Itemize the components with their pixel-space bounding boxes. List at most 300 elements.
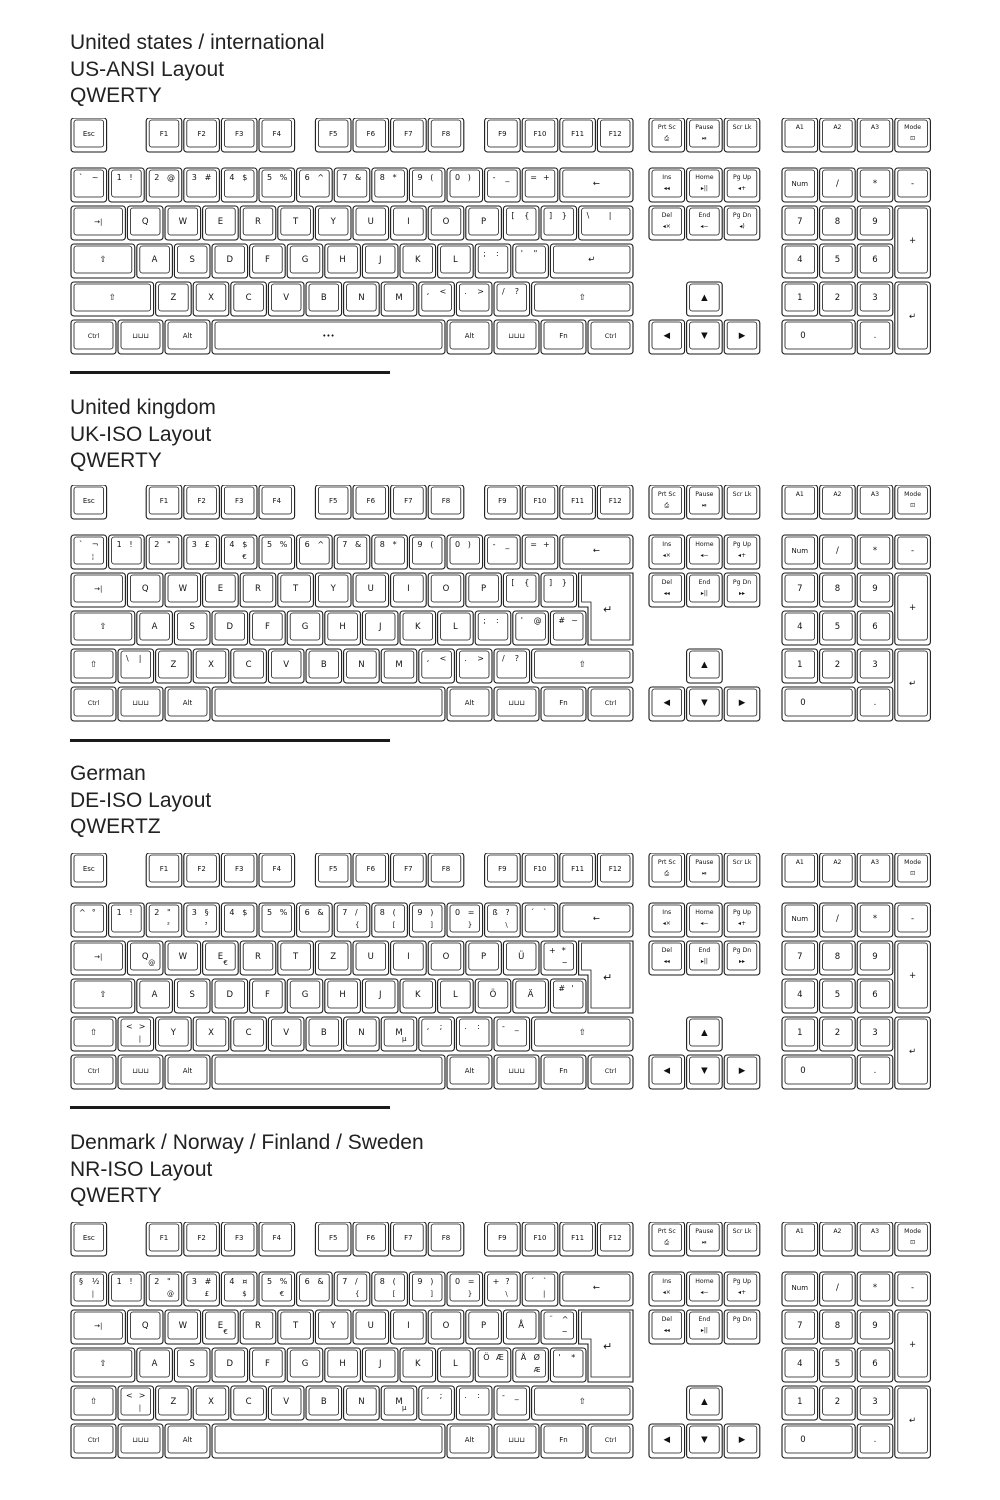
key-0[interactable] xyxy=(447,168,483,202)
arrow-right-key[interactable] xyxy=(724,1424,760,1458)
key-9[interactable] xyxy=(409,168,445,202)
key-v[interactable] xyxy=(268,649,304,683)
numpad-key-6[interactable] xyxy=(857,244,893,278)
key-pg-dn[interactable] xyxy=(724,573,760,607)
key-f8[interactable] xyxy=(428,485,464,519)
key-f2[interactable] xyxy=(184,485,220,519)
key-f12[interactable] xyxy=(597,485,633,519)
numpad-key-9[interactable] xyxy=(857,941,893,975)
key-esc[interactable] xyxy=(71,1222,107,1256)
key-u[interactable] xyxy=(353,206,389,240)
key-b[interactable] xyxy=(306,1017,342,1051)
key-f6[interactable] xyxy=(353,1222,389,1256)
key-symbol[interactable] xyxy=(494,1386,530,1420)
key-v[interactable] xyxy=(268,1386,304,1420)
key-u[interactable] xyxy=(353,1310,389,1344)
key-a2[interactable] xyxy=(820,485,856,519)
key-symbol[interactable] xyxy=(494,649,530,683)
key-p[interactable] xyxy=(466,573,502,607)
key-4[interactable] xyxy=(221,1272,257,1306)
key-b[interactable] xyxy=(306,282,342,316)
key-end[interactable] xyxy=(687,1310,723,1344)
arrow-up-key[interactable] xyxy=(687,282,723,316)
numpad-key-symbol[interactable] xyxy=(895,1310,931,1382)
key-3[interactable] xyxy=(184,903,220,937)
key-d[interactable] xyxy=(212,244,248,278)
key-mode[interactable] xyxy=(895,1222,931,1256)
key-end[interactable] xyxy=(687,573,723,607)
key-8[interactable] xyxy=(372,535,408,569)
key-o[interactable] xyxy=(428,941,464,975)
key-a[interactable] xyxy=(137,979,173,1013)
arrow-down-key[interactable] xyxy=(687,320,723,354)
numpad-key-5[interactable] xyxy=(820,1348,856,1382)
numpad-key-symbol[interactable] xyxy=(857,903,893,937)
key-symbol[interactable] xyxy=(541,1310,577,1344)
numpad-key-symbol[interactable] xyxy=(820,1272,856,1306)
numpad-key-num[interactable] xyxy=(782,1272,818,1306)
key-symbol[interactable] xyxy=(560,168,633,202)
key-alt[interactable] xyxy=(165,320,210,354)
key-9[interactable] xyxy=(409,535,445,569)
key-2[interactable] xyxy=(146,535,182,569)
key-i[interactable] xyxy=(391,941,427,975)
numpad-key-1[interactable] xyxy=(782,282,818,316)
key-a3[interactable] xyxy=(857,1222,893,1256)
key-6[interactable] xyxy=(297,903,333,937)
key-symbol[interactable] xyxy=(560,903,633,937)
key-symbol[interactable] xyxy=(503,206,539,240)
key-ctrl[interactable] xyxy=(588,320,633,354)
key-a1[interactable] xyxy=(782,853,818,887)
key-mode[interactable] xyxy=(895,853,931,887)
key-f6[interactable] xyxy=(353,485,389,519)
key-pause[interactable] xyxy=(687,485,723,519)
key-symbol[interactable] xyxy=(503,1310,539,1344)
numpad-key-symbol[interactable] xyxy=(895,649,931,721)
numpad-key-2[interactable] xyxy=(820,649,856,683)
key-f11[interactable] xyxy=(560,118,596,152)
key-symbol[interactable] xyxy=(419,1017,455,1051)
key-g[interactable] xyxy=(287,611,323,645)
key-h[interactable] xyxy=(325,1348,361,1382)
key-n[interactable] xyxy=(344,282,380,316)
key-symbol[interactable] xyxy=(71,573,125,607)
key-symbol[interactable] xyxy=(532,282,633,316)
enter-key[interactable] xyxy=(579,573,633,645)
key-b[interactable] xyxy=(306,1386,342,1420)
key-symbol[interactable] xyxy=(532,1386,633,1420)
key-f5[interactable] xyxy=(315,485,351,519)
key-f11[interactable] xyxy=(560,485,596,519)
key-s[interactable] xyxy=(174,1348,210,1382)
enter-key[interactable] xyxy=(579,941,633,1013)
key-f5[interactable] xyxy=(315,853,351,887)
key-f8[interactable] xyxy=(428,853,464,887)
key-symbol[interactable] xyxy=(118,1386,154,1420)
key-p[interactable] xyxy=(466,941,502,975)
key-1[interactable] xyxy=(109,1272,145,1306)
key-symbol[interactable] xyxy=(579,206,633,240)
numpad-key-8[interactable] xyxy=(820,573,856,607)
key-f9[interactable] xyxy=(485,1222,521,1256)
key-pg-dn[interactable] xyxy=(724,941,760,975)
key-symbol[interactable] xyxy=(494,687,539,721)
numpad-key-symbol[interactable] xyxy=(857,1055,893,1089)
key-t[interactable] xyxy=(278,206,314,240)
key-g[interactable] xyxy=(287,1348,323,1382)
numpad-key-2[interactable] xyxy=(820,1017,856,1051)
key-q[interactable] xyxy=(127,573,163,607)
key-symbol[interactable] xyxy=(541,573,577,607)
key-q[interactable] xyxy=(127,206,163,240)
numpad-key-3[interactable] xyxy=(857,649,893,683)
key-symbol[interactable] xyxy=(503,941,539,975)
key-2[interactable] xyxy=(146,1272,182,1306)
key-w[interactable] xyxy=(165,573,201,607)
key-r[interactable] xyxy=(240,206,276,240)
key-symbol[interactable] xyxy=(419,282,455,316)
key-n[interactable] xyxy=(344,1017,380,1051)
key-c[interactable] xyxy=(231,1017,267,1051)
arrow-right-key[interactable] xyxy=(724,1055,760,1089)
key-h[interactable] xyxy=(325,244,361,278)
numpad-key-symbol[interactable] xyxy=(857,320,893,354)
numpad-key-symbol[interactable] xyxy=(895,1386,931,1458)
key-f11[interactable] xyxy=(560,1222,596,1256)
key-symbol[interactable] xyxy=(503,573,539,607)
arrow-left-key[interactable] xyxy=(649,1424,685,1458)
key-symbol[interactable] xyxy=(71,282,154,316)
key-symbol[interactable] xyxy=(522,535,558,569)
key-symbol[interactable] xyxy=(71,1386,116,1420)
key-f3[interactable] xyxy=(221,853,257,887)
key-symbol[interactable] xyxy=(494,1055,539,1089)
numpad-key-5[interactable] xyxy=(820,979,856,1013)
key-pg-up[interactable] xyxy=(724,903,760,937)
key-j[interactable] xyxy=(362,244,398,278)
key-y[interactable] xyxy=(315,1310,351,1344)
key-f12[interactable] xyxy=(597,853,633,887)
key-d[interactable] xyxy=(212,611,248,645)
numpad-key-symbol[interactable] xyxy=(820,903,856,937)
arrow-left-key[interactable] xyxy=(649,320,685,354)
key-m[interactable] xyxy=(381,1017,417,1051)
arrow-up-key[interactable] xyxy=(687,649,723,683)
key-5[interactable] xyxy=(259,535,295,569)
numpad-key-symbol[interactable] xyxy=(857,535,893,569)
key-n[interactable] xyxy=(344,649,380,683)
key-pg-up[interactable] xyxy=(724,535,760,569)
key-w[interactable] xyxy=(165,1310,201,1344)
key-symbol[interactable] xyxy=(118,1055,163,1089)
key-symbol[interactable] xyxy=(118,649,154,683)
key-u[interactable] xyxy=(353,573,389,607)
key-symbol[interactable] xyxy=(419,1386,455,1420)
key-t[interactable] xyxy=(278,573,314,607)
key-q[interactable] xyxy=(127,1310,163,1344)
key-ins[interactable] xyxy=(649,535,685,569)
numpad-key-8[interactable] xyxy=(820,1310,856,1344)
key-f9[interactable] xyxy=(485,485,521,519)
key-ins[interactable] xyxy=(649,1272,685,1306)
key-f2[interactable] xyxy=(184,853,220,887)
numpad-key-symbol[interactable] xyxy=(895,941,931,1013)
key-symbol[interactable] xyxy=(485,535,521,569)
key-5[interactable] xyxy=(259,1272,295,1306)
key-symbol[interactable] xyxy=(71,1017,116,1051)
key-s[interactable] xyxy=(174,979,210,1013)
key-symbol[interactable] xyxy=(71,903,107,937)
key-symbol[interactable] xyxy=(71,1272,107,1306)
key-f12[interactable] xyxy=(597,118,633,152)
key-ctrl[interactable] xyxy=(71,1424,116,1458)
numpad-key-9[interactable] xyxy=(857,573,893,607)
key-l[interactable] xyxy=(438,611,474,645)
key-l[interactable] xyxy=(438,979,474,1013)
key-mode[interactable] xyxy=(895,485,931,519)
key-k[interactable] xyxy=(400,611,436,645)
key-f2[interactable] xyxy=(184,1222,220,1256)
numpad-key-4[interactable] xyxy=(782,244,818,278)
numpad-key-symbol[interactable] xyxy=(895,535,931,569)
key-symbol[interactable] xyxy=(71,979,135,1013)
key-a[interactable] xyxy=(137,611,173,645)
numpad-key-9[interactable] xyxy=(857,1310,893,1344)
key-j[interactable] xyxy=(362,611,398,645)
key-symbol[interactable] xyxy=(541,206,577,240)
key-a3[interactable] xyxy=(857,118,893,152)
key-0[interactable] xyxy=(447,1272,483,1306)
key-mode[interactable] xyxy=(895,118,931,152)
key-7[interactable] xyxy=(334,168,370,202)
key-pg-up[interactable] xyxy=(724,1272,760,1306)
key-symbol[interactable] xyxy=(456,649,492,683)
key-pg-up[interactable] xyxy=(724,168,760,202)
key-f3[interactable] xyxy=(221,485,257,519)
numpad-key-0[interactable] xyxy=(782,320,855,354)
key-symbol[interactable] xyxy=(522,168,558,202)
key-symbol[interactable] xyxy=(419,649,455,683)
key-g[interactable] xyxy=(287,979,323,1013)
key-f6[interactable] xyxy=(353,118,389,152)
key-symbol[interactable] xyxy=(475,244,511,278)
arrow-down-key[interactable] xyxy=(687,687,723,721)
numpad-key-symbol[interactable] xyxy=(895,573,931,645)
key-symbol[interactable] xyxy=(513,611,549,645)
key-r[interactable] xyxy=(240,573,276,607)
key-i[interactable] xyxy=(391,1310,427,1344)
key-m[interactable] xyxy=(381,282,417,316)
numpad-key-2[interactable] xyxy=(820,1386,856,1420)
key-e[interactable] xyxy=(203,206,239,240)
numpad-key-5[interactable] xyxy=(820,244,856,278)
key-4[interactable] xyxy=(221,903,257,937)
key-u[interactable] xyxy=(353,941,389,975)
key-symbol[interactable] xyxy=(71,941,125,975)
key-w[interactable] xyxy=(165,206,201,240)
key-f5[interactable] xyxy=(315,1222,351,1256)
key-symbol[interactable] xyxy=(550,244,633,278)
key-3[interactable] xyxy=(184,535,220,569)
key-scr-lk[interactable] xyxy=(724,118,760,152)
key-symbol[interactable] xyxy=(71,168,107,202)
numpad-key-symbol[interactable] xyxy=(820,168,856,202)
key-3[interactable] xyxy=(184,168,220,202)
key-y[interactable] xyxy=(315,206,351,240)
numpad-key-1[interactable] xyxy=(782,1017,818,1051)
key-symbol[interactable] xyxy=(550,979,586,1013)
numpad-key-7[interactable] xyxy=(782,573,818,607)
key-symbol[interactable] xyxy=(71,611,135,645)
key-prt-sc[interactable] xyxy=(649,1222,685,1256)
numpad-key-6[interactable] xyxy=(857,979,893,1013)
key-a2[interactable] xyxy=(820,118,856,152)
key-pause[interactable] xyxy=(687,118,723,152)
numpad-key-num[interactable] xyxy=(782,535,818,569)
key-a3[interactable] xyxy=(857,853,893,887)
key-2[interactable] xyxy=(146,168,182,202)
numpad-key-symbol[interactable] xyxy=(857,1424,893,1458)
numpad-key-symbol[interactable] xyxy=(895,282,931,354)
key-h[interactable] xyxy=(325,611,361,645)
key-pg-dn[interactable] xyxy=(724,206,760,240)
key-y[interactable] xyxy=(156,1017,192,1051)
key-esc[interactable] xyxy=(71,853,107,887)
numpad-key-7[interactable] xyxy=(782,206,818,240)
numpad-key-5[interactable] xyxy=(820,611,856,645)
key-a[interactable] xyxy=(137,244,173,278)
key-f1[interactable] xyxy=(146,1222,182,1256)
numpad-key-num[interactable] xyxy=(782,903,818,937)
key-t[interactable] xyxy=(278,1310,314,1344)
numpad-key-symbol[interactable] xyxy=(895,903,931,937)
key-f7[interactable] xyxy=(391,485,427,519)
key-end[interactable] xyxy=(687,206,723,240)
key-h[interactable] xyxy=(325,979,361,1013)
key-r[interactable] xyxy=(240,1310,276,1344)
key-symbol[interactable] xyxy=(475,1348,511,1382)
key-n[interactable] xyxy=(344,1386,380,1420)
key-fn[interactable] xyxy=(541,1424,586,1458)
key-6[interactable] xyxy=(297,535,333,569)
key-fn[interactable] xyxy=(541,320,586,354)
key-v[interactable] xyxy=(268,1017,304,1051)
key-z[interactable] xyxy=(156,282,192,316)
key-symbol[interactable] xyxy=(522,903,558,937)
key-alt[interactable] xyxy=(447,1424,492,1458)
key-pg-dn[interactable] xyxy=(724,1310,760,1344)
key-f8[interactable] xyxy=(428,118,464,152)
key-fn[interactable] xyxy=(541,1055,586,1089)
key-symbol[interactable] xyxy=(118,1424,163,1458)
key-4[interactable] xyxy=(221,535,257,569)
key-alt[interactable] xyxy=(447,320,492,354)
key-ctrl[interactable] xyxy=(588,687,633,721)
key-symbol[interactable] xyxy=(456,1017,492,1051)
key-symbol[interactable] xyxy=(550,1348,586,1382)
numpad-key-8[interactable] xyxy=(820,941,856,975)
key-p[interactable] xyxy=(466,206,502,240)
key-alt[interactable] xyxy=(447,687,492,721)
key-a2[interactable] xyxy=(820,853,856,887)
key-f7[interactable] xyxy=(391,1222,427,1256)
key-f4[interactable] xyxy=(259,853,295,887)
key-del[interactable] xyxy=(649,941,685,975)
key-f8[interactable] xyxy=(428,1222,464,1256)
key-e[interactable] xyxy=(203,573,239,607)
key-f9[interactable] xyxy=(485,118,521,152)
key-pause[interactable] xyxy=(687,853,723,887)
key-p[interactable] xyxy=(466,1310,502,1344)
key-f[interactable] xyxy=(250,1348,286,1382)
key-s[interactable] xyxy=(174,244,210,278)
key-k[interactable] xyxy=(400,244,436,278)
key-blank[interactable] xyxy=(212,1424,445,1458)
key-home[interactable] xyxy=(687,535,723,569)
key-f2[interactable] xyxy=(184,118,220,152)
key-6[interactable] xyxy=(297,1272,333,1306)
key-d[interactable] xyxy=(212,979,248,1013)
numpad-key-7[interactable] xyxy=(782,1310,818,1344)
key-f3[interactable] xyxy=(221,1222,257,1256)
numpad-key-9[interactable] xyxy=(857,206,893,240)
key-f6[interactable] xyxy=(353,853,389,887)
key-ins[interactable] xyxy=(649,168,685,202)
key-f12[interactable] xyxy=(597,1222,633,1256)
key-q[interactable] xyxy=(127,941,163,975)
key-alt[interactable] xyxy=(165,1424,210,1458)
key-5[interactable] xyxy=(259,903,295,937)
key-home[interactable] xyxy=(687,903,723,937)
key-8[interactable] xyxy=(372,1272,408,1306)
key-v[interactable] xyxy=(268,282,304,316)
key-symbol[interactable] xyxy=(71,649,116,683)
key-o[interactable] xyxy=(428,1310,464,1344)
numpad-key-symbol[interactable] xyxy=(895,1272,931,1306)
key-x[interactable] xyxy=(193,649,229,683)
key-5[interactable] xyxy=(259,168,295,202)
key-pause[interactable] xyxy=(687,1222,723,1256)
key-esc[interactable] xyxy=(71,118,107,152)
key-fn[interactable] xyxy=(541,687,586,721)
key-0[interactable] xyxy=(447,535,483,569)
key-f1[interactable] xyxy=(146,853,182,887)
key-x[interactable] xyxy=(193,282,229,316)
numpad-key-8[interactable] xyxy=(820,206,856,240)
numpad-key-symbol[interactable] xyxy=(857,168,893,202)
key-del[interactable] xyxy=(649,206,685,240)
key-a1[interactable] xyxy=(782,485,818,519)
key-del[interactable] xyxy=(649,573,685,607)
numpad-key-4[interactable] xyxy=(782,979,818,1013)
key-2[interactable] xyxy=(146,903,182,937)
numpad-key-symbol[interactable] xyxy=(895,1017,931,1089)
numpad-key-num[interactable] xyxy=(782,168,818,202)
key-g[interactable] xyxy=(287,244,323,278)
arrow-right-key[interactable] xyxy=(724,687,760,721)
key-symbol[interactable] xyxy=(522,1272,558,1306)
key-a1[interactable] xyxy=(782,1222,818,1256)
key-e[interactable] xyxy=(203,941,239,975)
key-f[interactable] xyxy=(250,244,286,278)
key-symbol[interactable] xyxy=(475,611,511,645)
key-symbol[interactable] xyxy=(71,1348,135,1382)
key-j[interactable] xyxy=(362,979,398,1013)
key-symbol[interactable] xyxy=(560,1272,633,1306)
key-w[interactable] xyxy=(165,941,201,975)
key-f4[interactable] xyxy=(259,1222,295,1256)
